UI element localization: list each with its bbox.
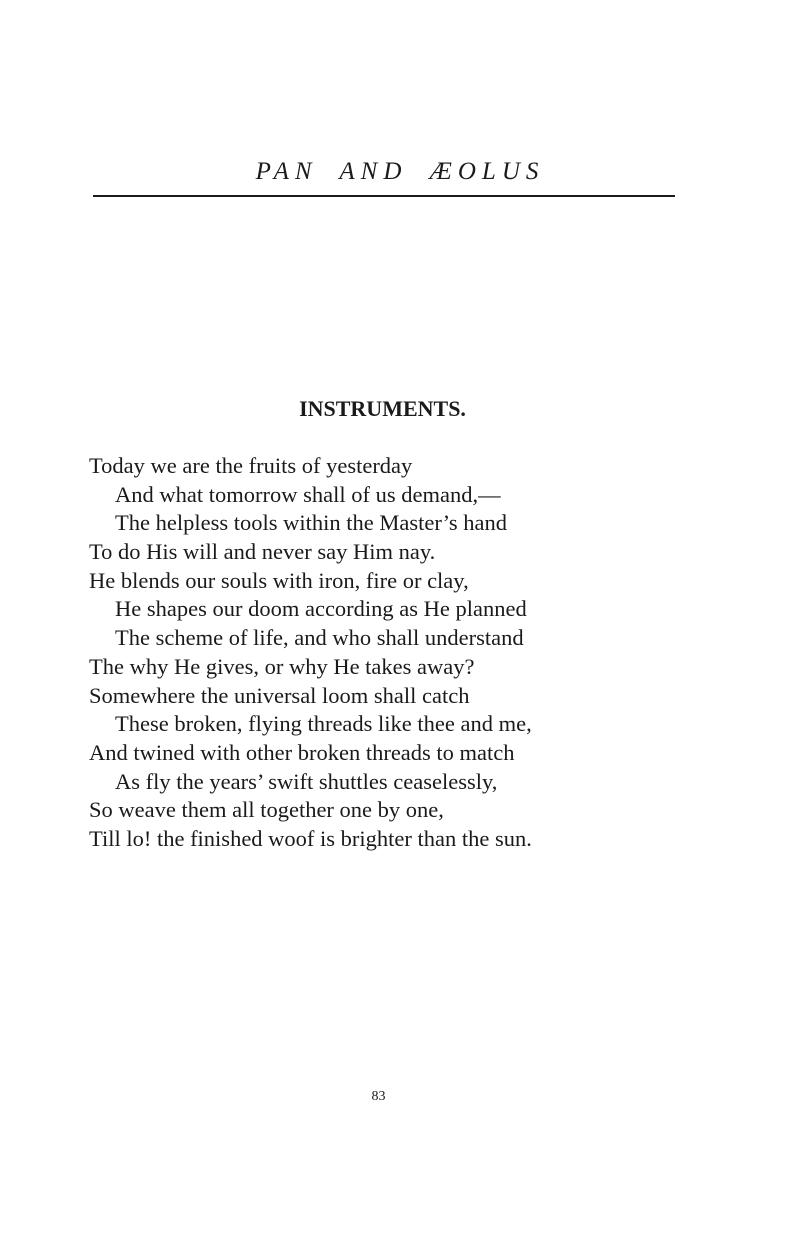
header-rule <box>93 195 675 197</box>
poem-line: The why He gives, or why He takes away? <box>89 653 475 679</box>
poem-line: He shapes our doom according as He planned <box>115 596 527 622</box>
poem-line: As fly the years’ swift shuttles ceaselessly, <box>115 768 498 794</box>
poem-title: INSTRUMENTS. <box>299 396 466 421</box>
poem-line: So weave them all together one by one, <box>89 797 444 823</box>
poem-line: And twined with other broken threads to match <box>89 739 515 765</box>
poem-line: Somewhere the universal loom shall catch <box>89 682 470 708</box>
poem-line: To do His will and never say Him nay. <box>89 539 436 565</box>
poem-line: Till lo! the finished woof is brighter than the sun. <box>89 825 532 851</box>
running-header: PAN AND ÆOLUS <box>255 158 545 185</box>
poem-body <box>0 452 800 854</box>
poem-line: These broken, flying threads like thee and me, <box>115 711 532 737</box>
poem-line: And what tomorrow shall of us demand,— <box>115 481 501 507</box>
page-number: 83 <box>371 1089 386 1104</box>
poem-line: The helpless tools within the Master’s hand <box>115 510 508 536</box>
poem-line: Today we are the fruits of yesterday <box>89 453 413 478</box>
poem-line: He blends our souls with iron, fire or clay, <box>89 567 469 593</box>
poem-line: The scheme of life, and who shall understand <box>115 625 524 651</box>
